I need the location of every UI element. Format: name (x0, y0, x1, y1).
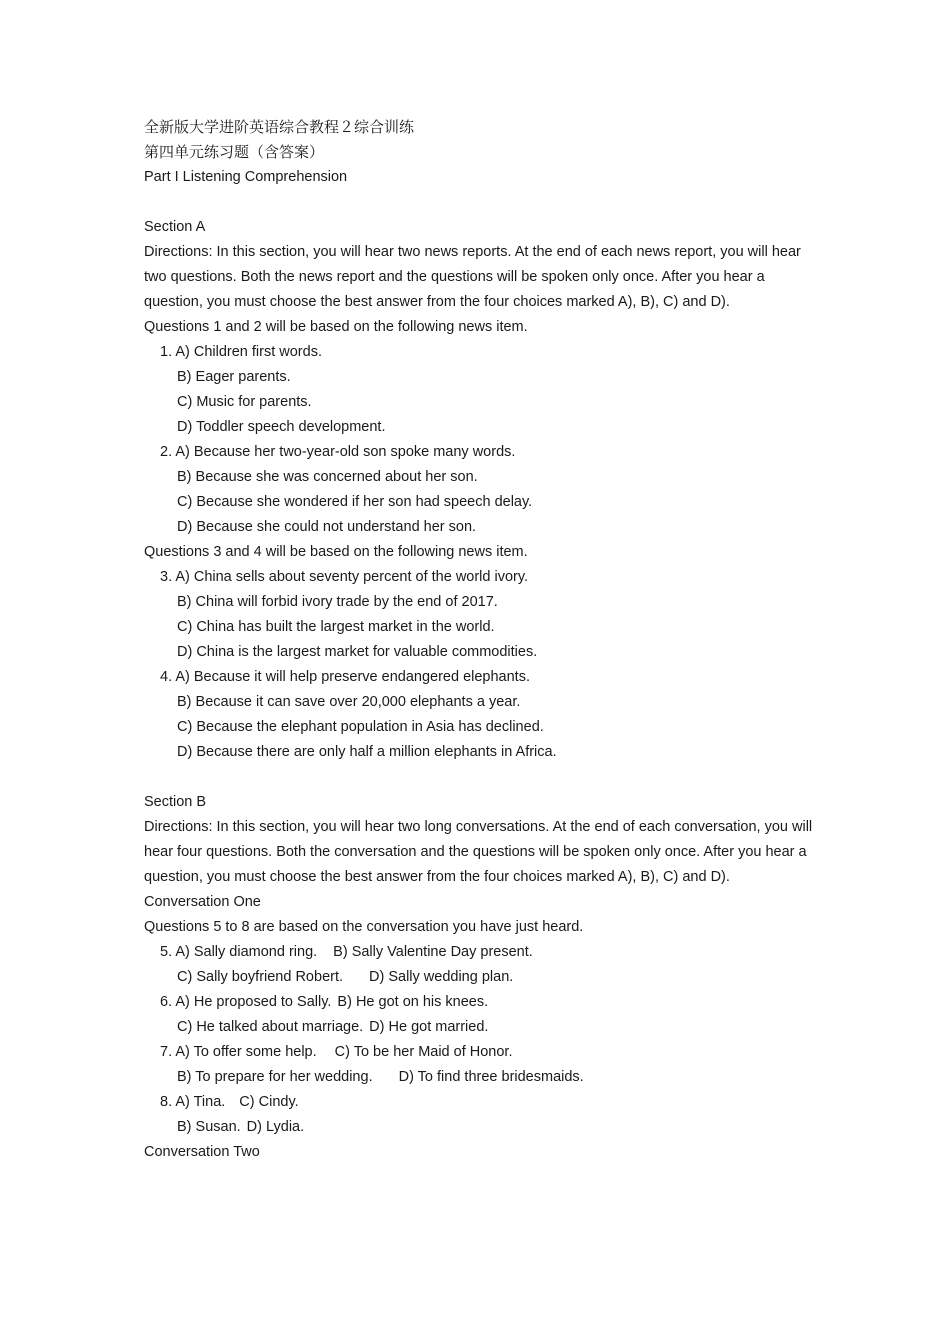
q8-option-d: D) Lydia. (246, 1119, 305, 1135)
q5-option-d: D) Sally wedding plan. (369, 969, 514, 985)
q6-option-a: 6. A) He proposed to Sally. (160, 994, 332, 1010)
q3-option-a: 3. A) China sells about seventy percent of the world ivory. (160, 569, 529, 585)
q5-option-c: C) Sally boyfriend Robert. (177, 969, 344, 985)
q6-row-1 (144, 990, 814, 1015)
questions-3-4-intro: Questions 3 and 4 will be based on the following news item. (144, 544, 528, 560)
q6-option-d: D) He got married. (369, 1019, 489, 1035)
q4-option-c: C) Because the elephant population in Asia has declined. (177, 719, 544, 735)
document-body (144, 115, 814, 1165)
doc-subtitle: 第四单元练习题（含答案） (144, 143, 325, 161)
q2-option-c: C) Because she wondered if her son had speech delay. (177, 494, 533, 510)
conversation-one-heading: Conversation One (144, 894, 261, 910)
q7-option-d: D) To find three bridesmaids. (398, 1069, 584, 1085)
q2-option-a: 2. A) Because her two-year-old son spoke many words. (160, 444, 516, 460)
q8-option-b: B) Susan. (177, 1119, 241, 1135)
q1-option-a: 1. A) Children first words. (160, 344, 322, 360)
q7-option-a: 7. A) To offer some help. (160, 1044, 317, 1060)
q5-row-1 (144, 940, 814, 965)
q1-option-b: B) Eager parents. (177, 369, 291, 385)
q7-option-c: C) To be her Maid of Honor. (334, 1044, 513, 1060)
q5-option-a: 5. A) Sally diamond ring. (160, 944, 318, 960)
q7-row-2 (144, 1065, 814, 1090)
q8-row-2 (144, 1115, 814, 1140)
questions-5-8-intro: Questions 5 to 8 are based on the conversation you have just heard. (144, 919, 584, 935)
questions-1-2-intro: Questions 1 and 2 will be based on the following news item. (144, 319, 528, 335)
q6-row-2 (144, 1015, 814, 1040)
q2-option-b: B) Because she was concerned about her son. (177, 469, 478, 485)
section-a-directions: Directions: In this section, you will hear two news reports. At the end of each news report, you will hear two questions. Both the news report and the questions will be spoken only once. After you hear a question, you must choose the best answer from the four choices marked A), B), C) and D). (144, 244, 801, 310)
q7-option-b: B) To prepare for her wedding. (177, 1069, 373, 1085)
doc-title: 全新版大学进阶英语综合教程２综合训练 (144, 118, 415, 136)
q4-option-d: D) Because there are only half a million elephants in Africa. (177, 744, 557, 760)
spacer (144, 765, 814, 790)
q3-option-d: D) China is the largest market for valuable commodities. (177, 644, 538, 660)
spacer (144, 190, 814, 215)
q5-row-2 (144, 965, 814, 990)
q7-row-1 (144, 1040, 814, 1065)
q1-option-c: C) Music for parents. (177, 394, 312, 410)
q1-option-d: D) Toddler speech development. (177, 419, 386, 435)
q2-option-d: D) Because she could not understand her son. (177, 519, 477, 535)
q5-option-b: B) Sally Valentine Day present. (333, 944, 533, 960)
q6-option-b: B) He got on his knees. (337, 994, 489, 1010)
q8-option-a: 8. A) Tina. (160, 1094, 226, 1110)
section-b-heading: Section B (144, 794, 207, 810)
q4-option-a: 4. A) Because it will help preserve endangered elephants. (160, 669, 530, 685)
section-b-directions: Directions: In this section, you will hear two long conversations. At the end of each conversation, you will hear four questions. Both the conversation and the questions will be spoken only once. After you hear a question, you must choose the best answer from the four choices marked A), B), C) and D). (144, 819, 813, 885)
q3-option-b: B) China will forbid ivory trade by the end of 2017. (177, 594, 498, 610)
conversation-two-heading: Conversation Two (144, 1144, 260, 1160)
q8-option-c: C) Cindy. (239, 1094, 299, 1110)
q3-option-c: C) China has built the largest market in the world. (177, 619, 495, 635)
part-heading: Part I Listening Comprehension (144, 169, 348, 185)
q8-row-1 (144, 1090, 814, 1115)
section-a-heading: Section A (144, 219, 206, 235)
q6-option-c: C) He talked about marriage. (177, 1019, 364, 1035)
q4-option-b: B) Because it can save over 20,000 elephants a year. (177, 694, 521, 710)
